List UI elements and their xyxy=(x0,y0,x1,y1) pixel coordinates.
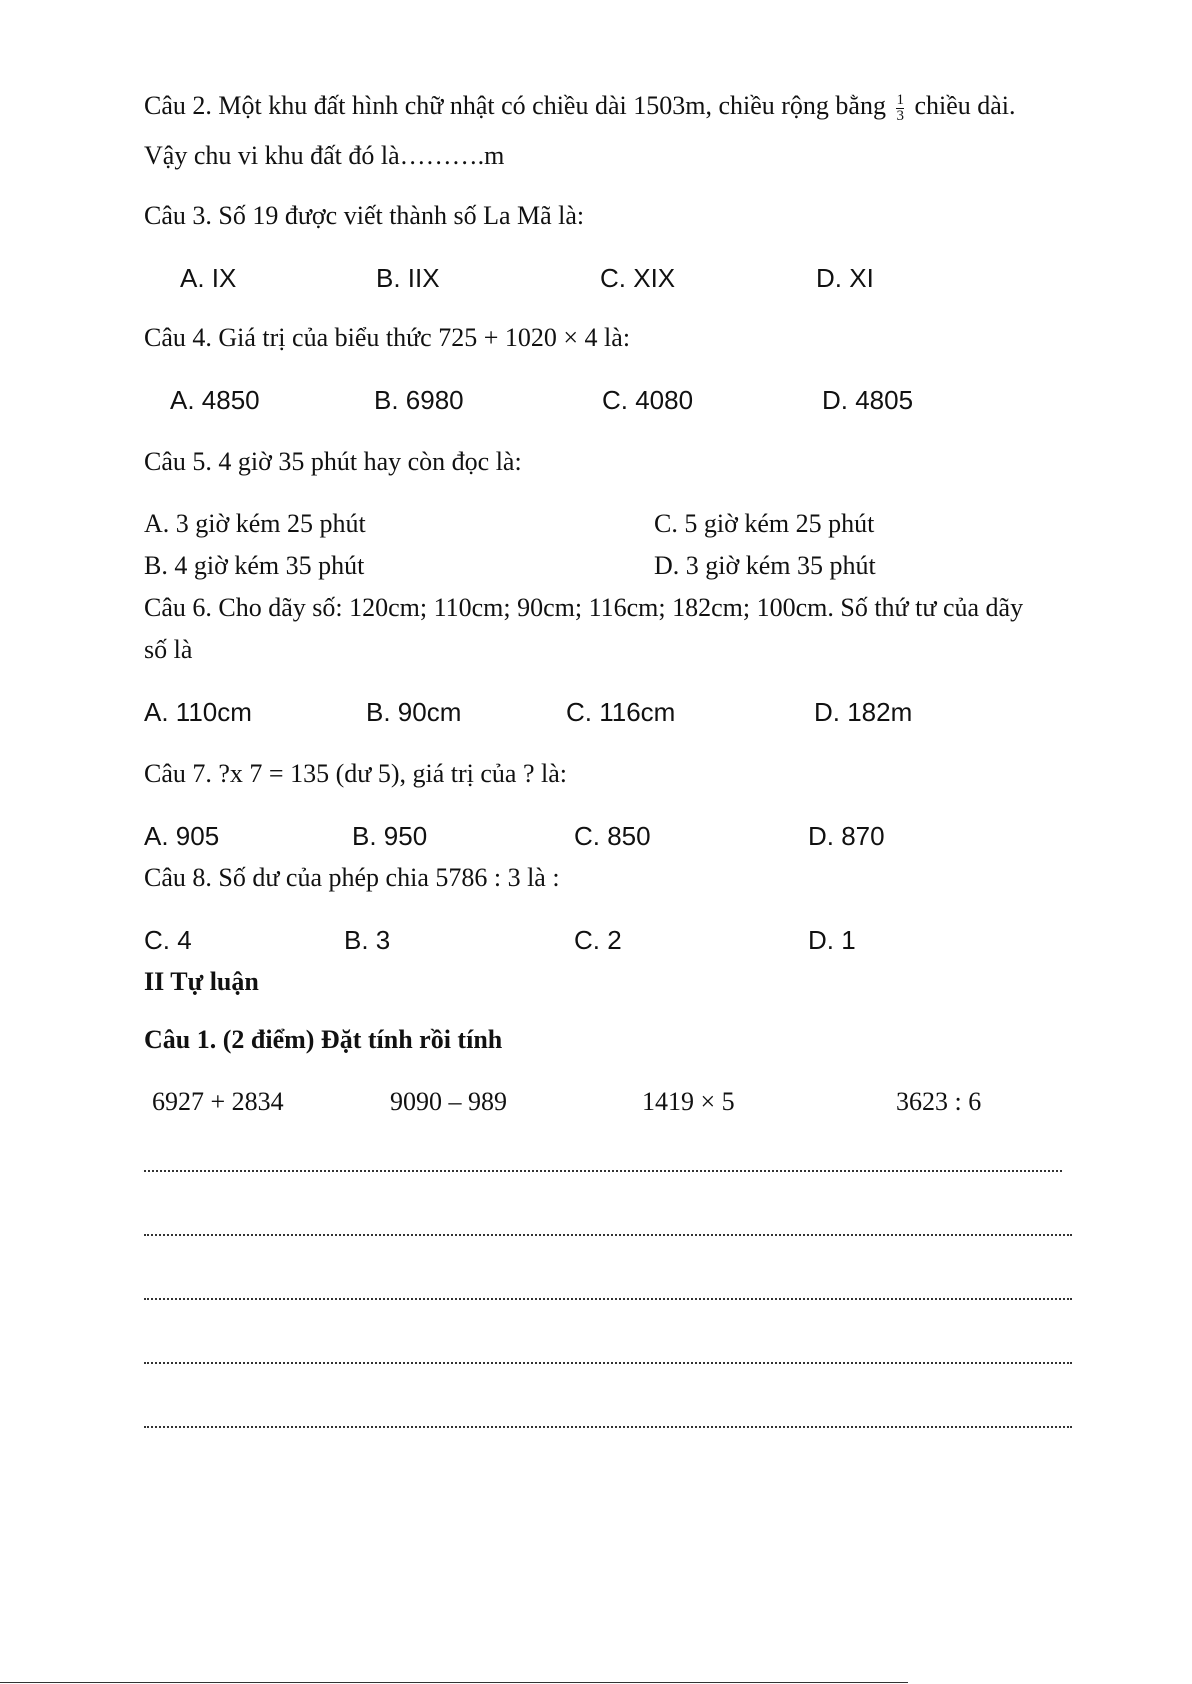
q7-question: Câu 7. ?x 7 = 135 (dư 5), giá trị của ? là: xyxy=(144,759,567,788)
expr-division: 3623 : 6 xyxy=(896,1087,982,1116)
page-bottom-rule xyxy=(0,1682,908,1683)
q6-option-d[interactable]: D. 182m xyxy=(814,697,913,727)
q6-question-line2: số là xyxy=(144,635,193,664)
q5-question: Câu 5. 4 giờ 35 phút hay còn đọc là: xyxy=(144,447,522,476)
q8-question: Câu 8. Số dư của phép chia 5786 : 3 là : xyxy=(144,863,560,892)
section-title: II Tự luận xyxy=(144,967,259,996)
q5-option-c[interactable]: C. 5 giờ kém 25 phút xyxy=(654,509,875,538)
expr-addition: 6927 + 2834 xyxy=(152,1087,284,1116)
q8-option-a[interactable]: C. 4 xyxy=(144,925,192,955)
q4-option-d[interactable]: D. 4805 xyxy=(822,385,914,415)
expr-subtraction: 9090 – 989 xyxy=(390,1087,507,1116)
q5-option-a[interactable]: A. 3 giờ kém 25 phút xyxy=(144,509,366,538)
q4-option-a[interactable]: A. 4850 xyxy=(170,385,260,415)
q3-option-d[interactable]: D. XI xyxy=(816,263,874,293)
fraction: $\frac{1}{3}$ xyxy=(896,91,904,124)
q8-option-b[interactable]: B. 3 xyxy=(344,925,391,955)
q4-option-c[interactable]: C. 4080 xyxy=(602,385,694,415)
answer-line[interactable] xyxy=(144,1234,1072,1236)
q5-option-b[interactable]: B. 4 giờ kém 35 phút xyxy=(144,551,365,580)
q8-option-d[interactable]: D. 1 xyxy=(808,925,856,955)
q6-option-a[interactable]: A. 110cm xyxy=(144,697,252,727)
q3-option-a[interactable]: A. IX xyxy=(180,263,237,293)
q2-text: Một khu đất hình chữ nhật có chiều dài 1503m, chiều rộng bằng xyxy=(218,91,886,120)
q6-option-b[interactable]: B. 90cm xyxy=(366,697,462,727)
q8-option-c[interactable]: C. 2 xyxy=(574,925,622,955)
q3-option-c[interactable]: C. XIX xyxy=(600,263,676,293)
q6-question-line1: Câu 6. Cho dãy số: 120cm; 110cm; 90cm; 116cm; 182cm; 100cm. Số thứ tư của dãy xyxy=(144,593,1024,622)
answer-line[interactable] xyxy=(144,1426,1072,1428)
answer-line[interactable] xyxy=(144,1170,1062,1172)
q5-option-d[interactable]: D. 3 giờ kém 35 phút xyxy=(654,551,876,580)
q6-option-c[interactable]: C. 116cm xyxy=(566,697,676,727)
q2-label: Câu 2. xyxy=(144,91,212,120)
q4-option-b[interactable]: B. 6980 xyxy=(374,385,464,415)
q3-option-b[interactable]: B. IIX xyxy=(376,263,440,293)
expr-multiplication: 1419 × 5 xyxy=(642,1087,735,1116)
essay-q1-title: Câu 1. (2 điểm) Đặt tính rồi tính xyxy=(144,1025,503,1054)
q7-option-c[interactable]: C. 850 xyxy=(574,821,651,851)
q2-line1 xyxy=(144,90,1016,124)
q7-option-a[interactable]: A. 905 xyxy=(144,821,220,851)
answer-line[interactable] xyxy=(144,1298,1072,1300)
q2-text-end: chiều dài. xyxy=(914,91,1016,120)
q7-option-b[interactable]: B. 950 xyxy=(352,821,428,851)
q3-question: Câu 3. Số 19 được viết thành số La Mã là: xyxy=(144,201,585,230)
q7-option-d[interactable]: D. 870 xyxy=(808,821,885,851)
answer-line[interactable] xyxy=(144,1362,1072,1364)
q2-line2: Vậy chu vi khu đất đó là……….m xyxy=(144,141,505,170)
q4-question: Câu 4. Giá trị của biểu thức 725 + 1020 × 4 là: xyxy=(144,323,631,352)
